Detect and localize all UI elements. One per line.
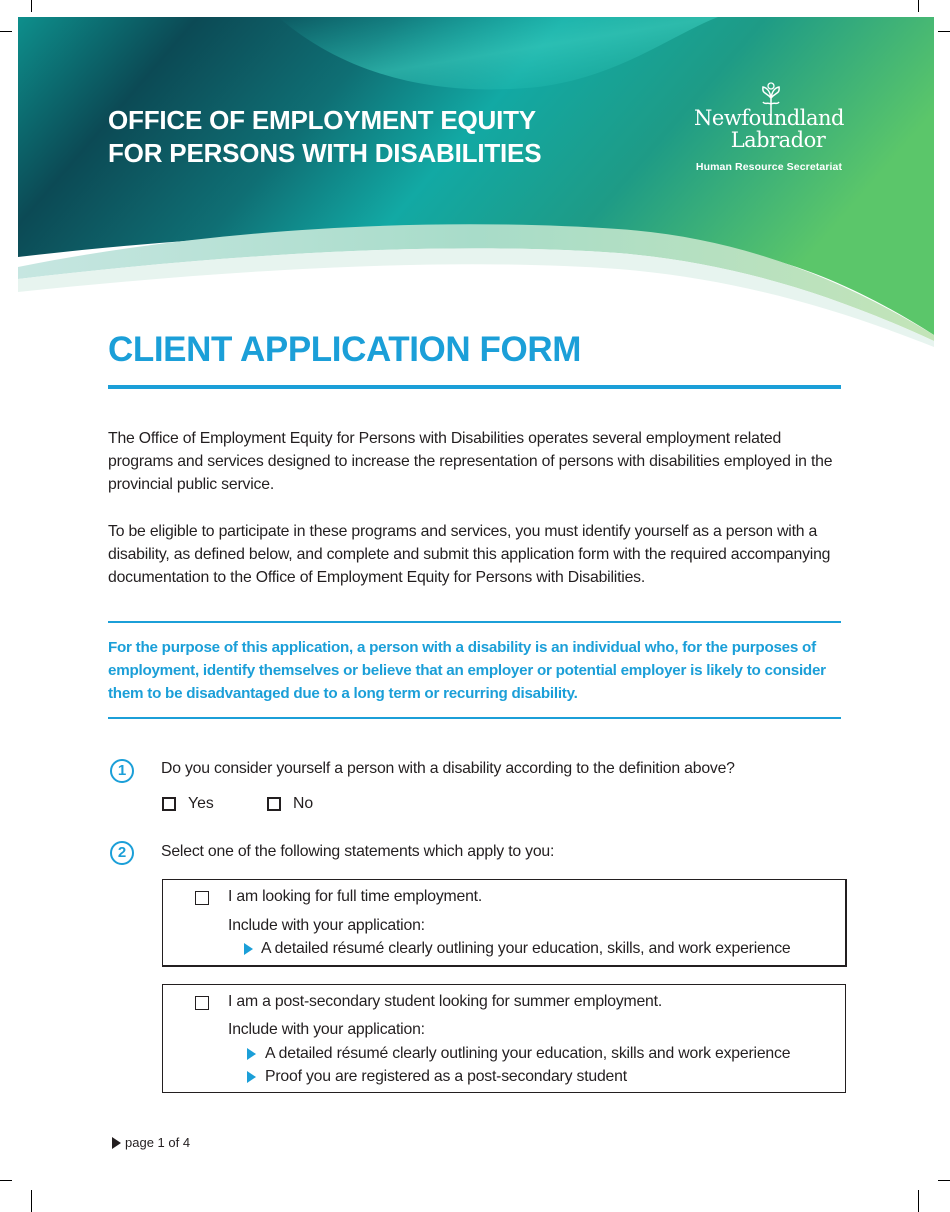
bullet-arrow-icon — [247, 1048, 256, 1060]
student-checkbox[interactable] — [195, 996, 209, 1010]
requirement-item: A detailed résumé clearly outlining your education, skills and work experience — [265, 1045, 791, 1062]
include-label: Include with your application: — [228, 917, 425, 934]
page-indicator: page 1 of 4 — [125, 1135, 191, 1150]
question-text: Select one of the following statements which apply to you: — [161, 843, 555, 860]
question-text: Do you consider yourself a person with a disability according to the definition above? — [161, 760, 735, 777]
crop-mark — [0, 31, 12, 32]
crop-mark — [938, 31, 950, 32]
logo-line1: Newfoundland — [694, 106, 844, 130]
bullet-arrow-icon — [244, 943, 253, 955]
banner-background — [18, 17, 934, 347]
page-arrow-icon — [112, 1137, 121, 1149]
office-title-line2: FOR PERSONS WITH DISABILITIES — [108, 138, 542, 168]
crop-mark — [918, 0, 919, 12]
no-checkbox[interactable] — [267, 797, 281, 811]
crop-mark — [31, 1190, 32, 1212]
logo-subtitle: Human Resource Secretariat — [695, 161, 843, 173]
office-title-line1: OFFICE OF EMPLOYMENT EQUITY — [108, 105, 536, 135]
intro-paragraph: To be eligible to participate in these programs and services, you must identify yourself as a person with a disability, as defined below, and complete and submit this application form with the required accompanying documentation to the Office of Employment Equity for Persons with Disabilities. — [108, 523, 831, 586]
crop-mark — [938, 1180, 950, 1181]
question-number: 2 — [110, 841, 134, 865]
crop-mark — [31, 0, 32, 12]
statement-box-full-time — [162, 879, 847, 967]
question-number: 1 — [110, 759, 134, 783]
disability-definition: For the purpose of this application, a person with a disability is an individual who, for the purposes of employment, identify themselves or believe that an employer or potential employer is likely to consider them to be disadvantaged due to a long term or recurring disability. — [108, 639, 826, 702]
yes-checkbox[interactable] — [162, 797, 176, 811]
definition-divider-bottom — [108, 717, 841, 719]
title-divider — [108, 385, 841, 389]
full-time-checkbox[interactable] — [195, 891, 209, 905]
logo-line2: Labrador — [730, 128, 826, 152]
definition-divider-top — [108, 621, 841, 623]
office-title — [108, 104, 541, 170]
statement-label: I am a post-secondary student looking for summer employment. — [228, 993, 663, 1010]
statement-label: I am looking for full time employment. — [228, 888, 483, 905]
bullet-arrow-icon — [247, 1071, 256, 1083]
intro-paragraph: The Office of Employment Equity for Persons with Disabilities operates several employment related programs and services designed to increase the representation of persons with disabilities employed in the provincial public service. — [108, 430, 833, 493]
include-label: Include with your application: — [228, 1021, 425, 1038]
no-label: No — [293, 795, 314, 812]
statement-box-student — [162, 984, 846, 1093]
nl-logo — [684, 84, 854, 173]
pitcher-plant-icon — [758, 82, 784, 116]
yes-label: Yes — [188, 795, 214, 812]
form-title: CLIENT APPLICATION FORM — [108, 330, 581, 369]
crop-mark — [918, 1190, 919, 1212]
header-banner — [18, 17, 934, 347]
crop-mark — [0, 1180, 12, 1181]
requirement-item: Proof you are registered as a post-secondary student — [265, 1068, 627, 1085]
requirement-item: A detailed résumé clearly outlining your education, skills, and work experience — [261, 940, 791, 957]
